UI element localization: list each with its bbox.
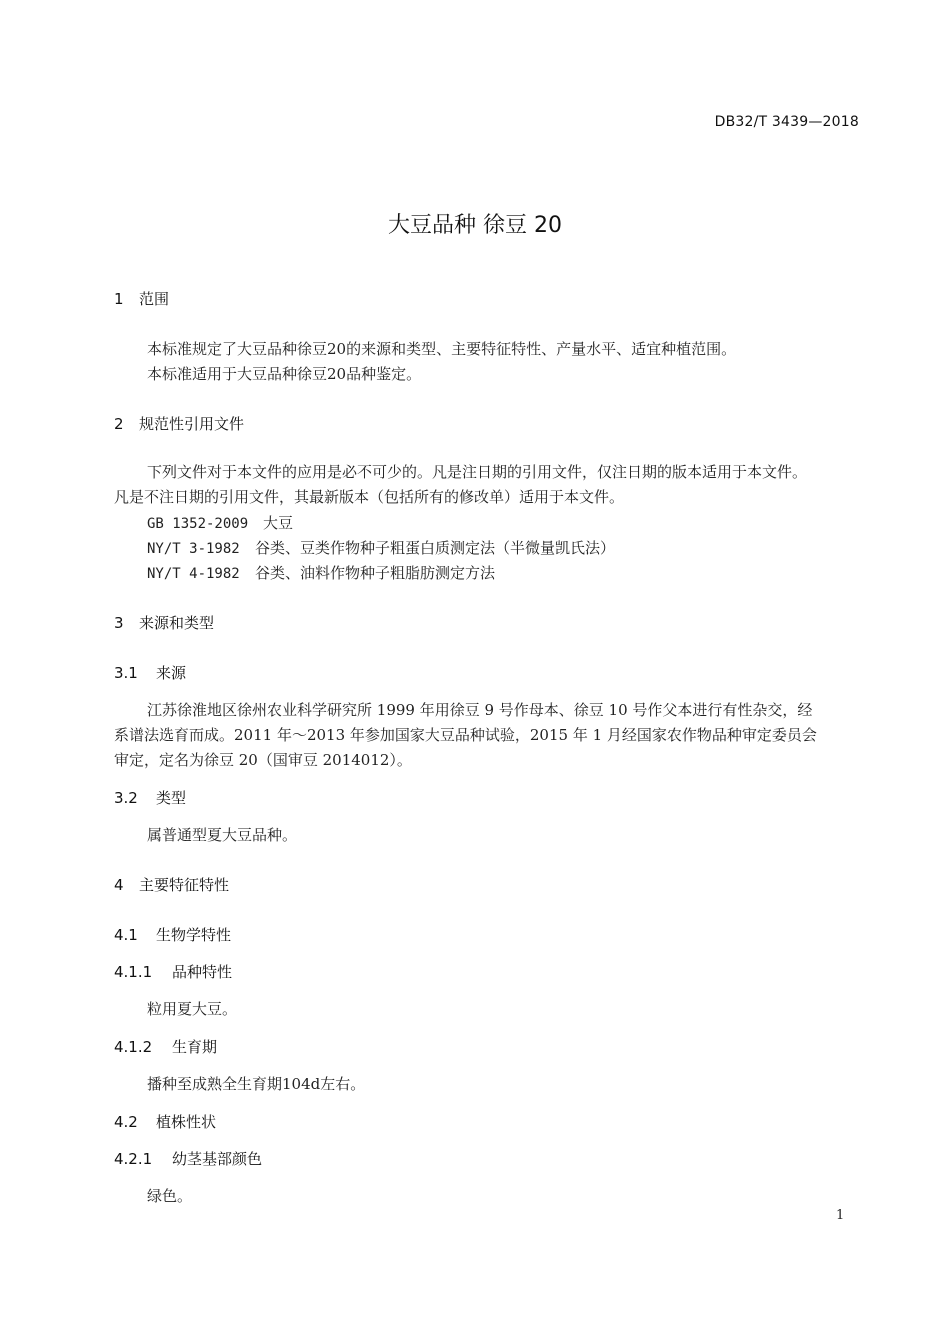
section-number: 2 <box>114 415 124 433</box>
section-number: 4 <box>114 876 124 894</box>
paragraph: 粒用夏大豆。 <box>147 1000 238 1018</box>
paragraph: 下列文件对于本文件的应用是必不可少的。凡是注日期的引用文件，仅注日期的版本适用于本文件。 <box>147 463 808 481</box>
section-4-heading <box>114 874 229 895</box>
section-number: 3.2 <box>114 789 138 807</box>
section-number: 4.2.1 <box>114 1150 153 1168</box>
paragraph: 江苏徐淮地区徐州农业科学研究所 1999 年用徐豆 9 号作母本、徐豆 10 号作父本进行有性杂交，经 <box>147 701 813 719</box>
section-number: 4.1.2 <box>114 1038 153 1056</box>
reference-code: NY/T 4-1982 <box>147 566 240 582</box>
section-4-1-heading <box>114 924 231 945</box>
paragraph: 凡是不注日期的引用文件，其最新版本（包括所有的修改单）适用于本文件。 <box>114 488 625 506</box>
page-number: 1 <box>836 1208 845 1223</box>
section-4-1-2-heading <box>114 1036 217 1057</box>
reference-code: GB 1352-2009 <box>147 516 249 532</box>
section-number: 3 <box>114 614 124 632</box>
paragraph: 系谱法选育而成。2011 年～2013 年参加国家大豆品种试验，2015 年 1 月经国家农作物品种审定委员会 <box>114 726 817 744</box>
section-title: 生育期 <box>172 1038 218 1056</box>
paragraph: 本标准适用于大豆品种徐豆20品种鉴定。 <box>147 365 422 383</box>
section-number: 4.1 <box>114 926 138 944</box>
paragraph: 属普通型夏大豆品种。 <box>147 826 298 844</box>
section-3-2-heading <box>114 787 186 808</box>
section-title: 生物学特性 <box>156 926 232 944</box>
section-title: 主要特征特性 <box>139 876 230 894</box>
section-3-1-heading <box>114 662 186 683</box>
section-title: 规范性引用文件 <box>139 415 245 433</box>
paragraph: 绿色。 <box>147 1187 193 1205</box>
paragraph: 审定，定名为徐豆 20（国审豆 2014012）。 <box>114 751 412 769</box>
reference-item <box>147 512 293 533</box>
reference-name: 谷类、油料作物种子粗脂肪测定方法 <box>255 564 496 582</box>
paragraph: 播种至成熟全生育期104d左右。 <box>147 1075 366 1093</box>
section-4-2-1-heading <box>114 1148 262 1169</box>
section-4-2-heading <box>114 1111 216 1132</box>
section-title: 来源 <box>156 664 187 682</box>
section-title: 范围 <box>139 290 170 308</box>
document-title: 大豆品种 徐豆 20 <box>388 213 562 238</box>
section-1-heading <box>114 288 169 309</box>
reference-item <box>147 562 495 583</box>
section-3-heading <box>114 612 214 633</box>
section-title: 品种特性 <box>172 963 233 981</box>
reference-code: NY/T 3-1982 <box>147 541 240 557</box>
standard-code: DB32/T 3439—2018 <box>714 114 859 130</box>
section-title: 植株性状 <box>156 1113 217 1131</box>
section-title: 幼茎基部颜色 <box>172 1150 263 1168</box>
section-number: 4.2 <box>114 1113 138 1131</box>
section-2-heading <box>114 413 244 434</box>
paragraph: 本标准规定了大豆品种徐豆20的来源和类型、主要特征特性、产量水平、适宜种植范围。 <box>147 340 737 358</box>
reference-item <box>147 537 615 558</box>
reference-name: 大豆 <box>263 514 294 532</box>
section-4-1-1-heading <box>114 961 232 982</box>
section-number: 4.1.1 <box>114 963 153 981</box>
reference-name: 谷类、豆类作物种子粗蛋白质测定法（半微量凯氏法） <box>255 539 616 557</box>
section-number: 1 <box>114 290 124 308</box>
section-title: 来源和类型 <box>139 614 215 632</box>
section-title: 类型 <box>156 789 187 807</box>
section-number: 3.1 <box>114 664 138 682</box>
